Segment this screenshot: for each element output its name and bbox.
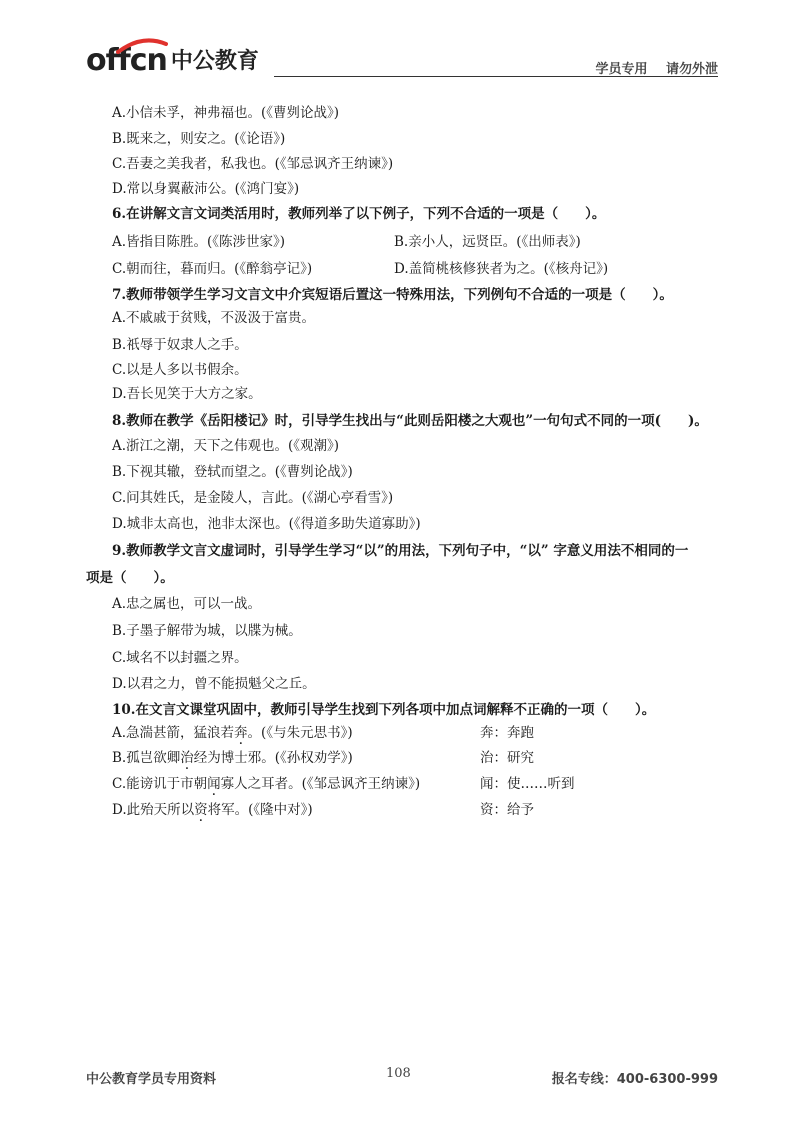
q9-option-b: B.子墨子解带为城，以牒为械。 [112, 623, 302, 639]
q10-option-a-gloss: 奔：奔跑 [480, 725, 534, 741]
q10-option-c-gloss: 闻：使……听到 [480, 776, 575, 792]
q10-c-dotted-word: 闻 [207, 776, 221, 792]
q10-b-text-post: 经为博士邪。(《孙权劝学》) [193, 750, 353, 766]
q5-option-b: B.既来之，则安之。(《论语》) [112, 131, 286, 147]
q10-option-c [112, 775, 420, 793]
q10-option-d-gloss: 资：给予 [480, 802, 534, 818]
offcn-logo [86, 44, 259, 78]
q10-b-dotted-word: 治 [180, 750, 194, 766]
q10-option-a [112, 724, 353, 742]
header-tag-student: 学员专用 [595, 62, 648, 77]
q5-option-d: D.常以身翼蔽沛公。(《鸿门宴》) [112, 181, 300, 197]
q8-option-a: A.浙江之潮，天下之伟观也。(《观潮》) [112, 438, 340, 454]
q5-option-a: A.小信未孚，神弗福也。(《曹刿论战》) [112, 105, 340, 121]
q8-option-d: D.城非太高也，池非太深也。(《得道多助失道寡助》) [112, 516, 421, 532]
q10-d-text-post: 将军。(《隆中对》) [207, 802, 313, 818]
q10-option-b [112, 749, 353, 767]
q9-option-a: A.忠之属也，可以一战。 [112, 596, 262, 612]
q9-stem-line1: 9.教师教学文言文虚词时，引导学生学习“以”的用法，下列句子中，“以” 字意义用法不相同的一 [112, 543, 689, 559]
q10-c-text-pre: C.能谤讥于市朝 [112, 776, 208, 792]
header-tag-confidential: 请勿外泄 [665, 62, 718, 77]
q6-option-a: A.皆指目陈胜。(《陈涉世家》) [112, 234, 286, 250]
q5-option-c: C.吾妻之美我者，私我也。(《邹忌讽齐王纳谏》) [112, 156, 394, 172]
q9-option-c: C.域名不以封疆之界。 [112, 650, 248, 666]
logo-text-en: offcn [86, 43, 167, 78]
q10-c-text-post: 寡人之耳者。(《邹忌讽齐王纳谏》) [220, 776, 421, 792]
q10-a-text-post: 。(《与朱元思书》) [247, 725, 353, 741]
footer-label: 中公教育学员专用资料 [86, 1072, 217, 1087]
q7-stem: 7.教师带领学生学习文言文中介宾短语后置这一特殊用法，下列例句不合适的一项是（ ）。 [112, 287, 673, 303]
q8-stem: 8.教师在教学《岳阳楼记》时，引导学生找出与“此则岳阳楼之大观也”一句句式不同的一项( )。 [112, 413, 708, 429]
logo-arc-icon [116, 38, 168, 54]
page-number: 108 [386, 1066, 411, 1081]
q10-a-text-pre: A.急湍甚箭，猛浪若 [112, 725, 235, 741]
q10-option-d [112, 801, 313, 819]
q10-b-text-pre: B.孤岂欲卿 [112, 750, 181, 766]
q6-option-b: B.亲小人，远贤臣。(《出师表》) [394, 234, 581, 250]
q10-option-b-gloss: 治：研究 [480, 750, 534, 766]
page-footer [86, 1068, 718, 1088]
q8-option-b: B.下视其辙，登轼而望之。(《曹刿论战》) [112, 464, 353, 480]
q10-a-dotted-word: 奔 [234, 725, 248, 741]
q10-d-text-pre: D.此殆天所以 [112, 802, 195, 818]
q9-option-d: D.以君之力，曾不能损魁父之丘。 [112, 676, 316, 692]
logo-text-cn: 中公教育 [170, 49, 259, 74]
q8-option-c: C.问其姓氏，是金陵人，言此。(《湖心亭看雪》) [112, 490, 394, 506]
q7-option-c: C.以是人多以书假余。 [112, 362, 248, 378]
q6-stem: 6.在讲解文言文词类活用时，教师列举了以下例子，下列不合适的一项是（ ）。 [112, 206, 606, 222]
q10-d-dotted-word: 资 [194, 802, 208, 818]
q9-stem-line2: 项是（ ）。 [86, 570, 174, 586]
page-header [86, 44, 718, 86]
q6-option-d: D.盖简桃核修狭者为之。(《核舟记》) [394, 261, 609, 277]
q7-option-d: D.吾长见笑于大方之家。 [112, 386, 262, 402]
q10-stem: 10.在文言文课堂巩固中，教师引导学生找到下列各项中加点词解释不正确的一项（ ）。 [112, 702, 656, 718]
q6-option-c: C.朝而往，暮而归。(《醉翁亭记》) [112, 261, 313, 277]
q7-option-a: A.不戚戚于贫贱，不汲汲于富贵。 [112, 310, 316, 326]
header-tags [595, 58, 718, 77]
q7-option-b: B.祇辱于奴隶人之手。 [112, 337, 248, 353]
footer-hotline: 报名专线：400-6300-999 [551, 1072, 718, 1087]
